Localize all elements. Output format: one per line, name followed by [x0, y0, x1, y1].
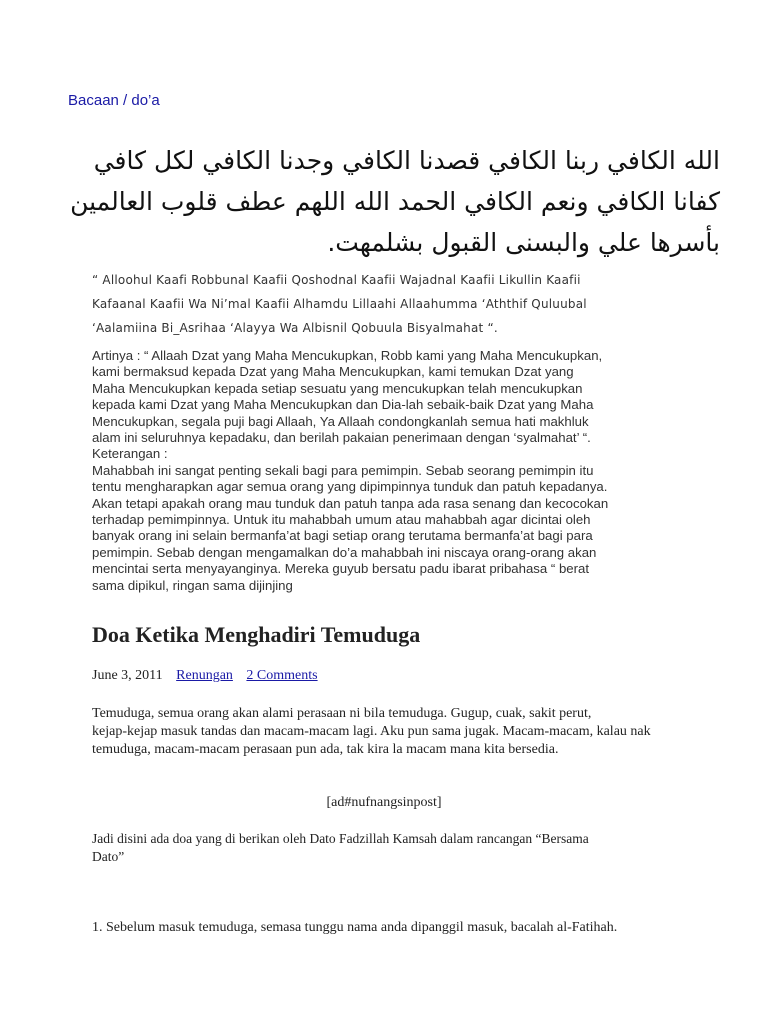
meaning-line: kami bermaksud kepada Dzat yang Maha Mencukupkan, kami temukan Dzat yang [92, 364, 574, 380]
paragraph-line: kejap-kejap masuk tandas dan macam-macam lagi. Aku pun sama jugak. Macam-macam, kalau nak [92, 724, 651, 739]
meaning-line: tentu mengharapkan agar semua orang yang dipimpinnya tunduk dan patuh kepadanya. [92, 479, 608, 495]
meaning-line: alam ini seluruhnya kepadaku, dan berilah pakaian penerimaan dengan ‘syalmahat’ “. [92, 430, 591, 446]
post-paragraph-step-1 [92, 919, 617, 937]
post-date: June 3, 2011 [92, 668, 163, 683]
meaning-line: Mahabbah ini sangat penting sekali bagi para pemimpin. Sebab seorang pemimpin itu [92, 462, 594, 478]
meaning-line: terhadap pemimpinnya. Untuk itu mahabbah umum atau mahabbah agar dicintai oleh [92, 512, 591, 528]
transliteration-text [92, 268, 732, 340]
paragraph-line: Jadi disini ada doa yang di berikan oleh Dato Fadzillah Kamsah dalam rancangan “Bersama [92, 831, 589, 846]
meaning-line: pemimpin. Sebab dengan mengamalkan do’a mahabbah ini niscaya orang-orang akan [92, 544, 597, 560]
arabic-line: الله الكافي ربنا الكافي قصدنا الكافي وجدنا الكافي لكل كافي [93, 146, 720, 175]
paragraph-line: Temuduga, semua orang akan alami perasaan ni bila temuduga. Gugup, cuak, sakit perut, [92, 706, 592, 721]
meaning-line: banyak orang ini selain bermanfa’at bagi setiap orang terutama bermanfa’at bagi para [92, 528, 593, 544]
post-paragraph-source [92, 830, 589, 866]
meaning-line: Maha Mencukupkan kepada setiap sesuatu yang mencukupkan telah mencukupkan [92, 380, 583, 396]
transliteration-line: ‘Aalamiina Bi_Asrihaa ‘Alayya Wa Albisnil Qobuula Bisyalmahat “. [92, 321, 498, 335]
paragraph-line: temuduga, macam-macam perasaan pun ada, tak kira la macam mana kita bersedia. [92, 742, 559, 757]
post-title: Doa Ketika Menghadiri Temuduga [92, 622, 421, 647]
arabic-line: كفانا الكافي ونعم الكافي الحمد الله اللهم عطف قلوب العالمين [70, 187, 720, 216]
arabic-line: بأسرها علي والبسنى القبول بشلمهت. [327, 228, 720, 257]
section-title: Bacaan / do’a [68, 92, 160, 109]
category-link[interactable]: Renungan [176, 668, 233, 683]
meaning-line: kepada kami Dzat yang Maha Mencukupkan dan Dia-lah sebaik-baik Dzat yang Maha [92, 397, 594, 413]
meaning-line: Mencukupkan, segala puji bagi Allaah, Ya Allaah condongkanlah semua hati makhluk [92, 413, 589, 429]
meaning-line: Artinya : “ Allaah Dzat yang Maha Mencukupkan, Robb kami yang Maha Mencukupkan, [92, 348, 603, 363]
meaning-text [92, 348, 732, 594]
ad-placeholder: [ad#nufnangsinpost] [326, 795, 442, 810]
meaning-line: mencintai serta menyayanginya. Mereka guyub bersatu padu ibarat pribahasa “ berat [92, 561, 590, 577]
meaning-line: Keterangan : [92, 446, 168, 462]
transliteration-line: Kafaanal Kaafii Wa Ni’mal Kaafii Alhamdu Lillaahi Allaahumma ‘Aththif Quluubal [92, 297, 587, 311]
paragraph-line: 1. Sebelum masuk temuduga, semasa tunggu nama anda dipanggil masuk, bacalah al-Fatihah. [92, 920, 618, 935]
post-paragraph-intro [92, 705, 651, 759]
arabic-prayer-text [60, 140, 720, 263]
meaning-line: sama dipikul, ringan sama dijinjing [92, 577, 293, 593]
meaning-line: Akan tetapi apakah orang mau tunduk dan patuh tanpa ada rasa senang dan kecocokan [92, 495, 609, 511]
paragraph-line: Dato” [92, 849, 125, 864]
transliteration-line: “ Alloohul Kaafi Robbunal Kaafii Qoshodnal Kaafii Wajadnal Kaafii Likullin Kaafii [92, 273, 581, 287]
post-meta [92, 668, 318, 684]
comments-link[interactable]: 2 Comments [246, 668, 318, 683]
